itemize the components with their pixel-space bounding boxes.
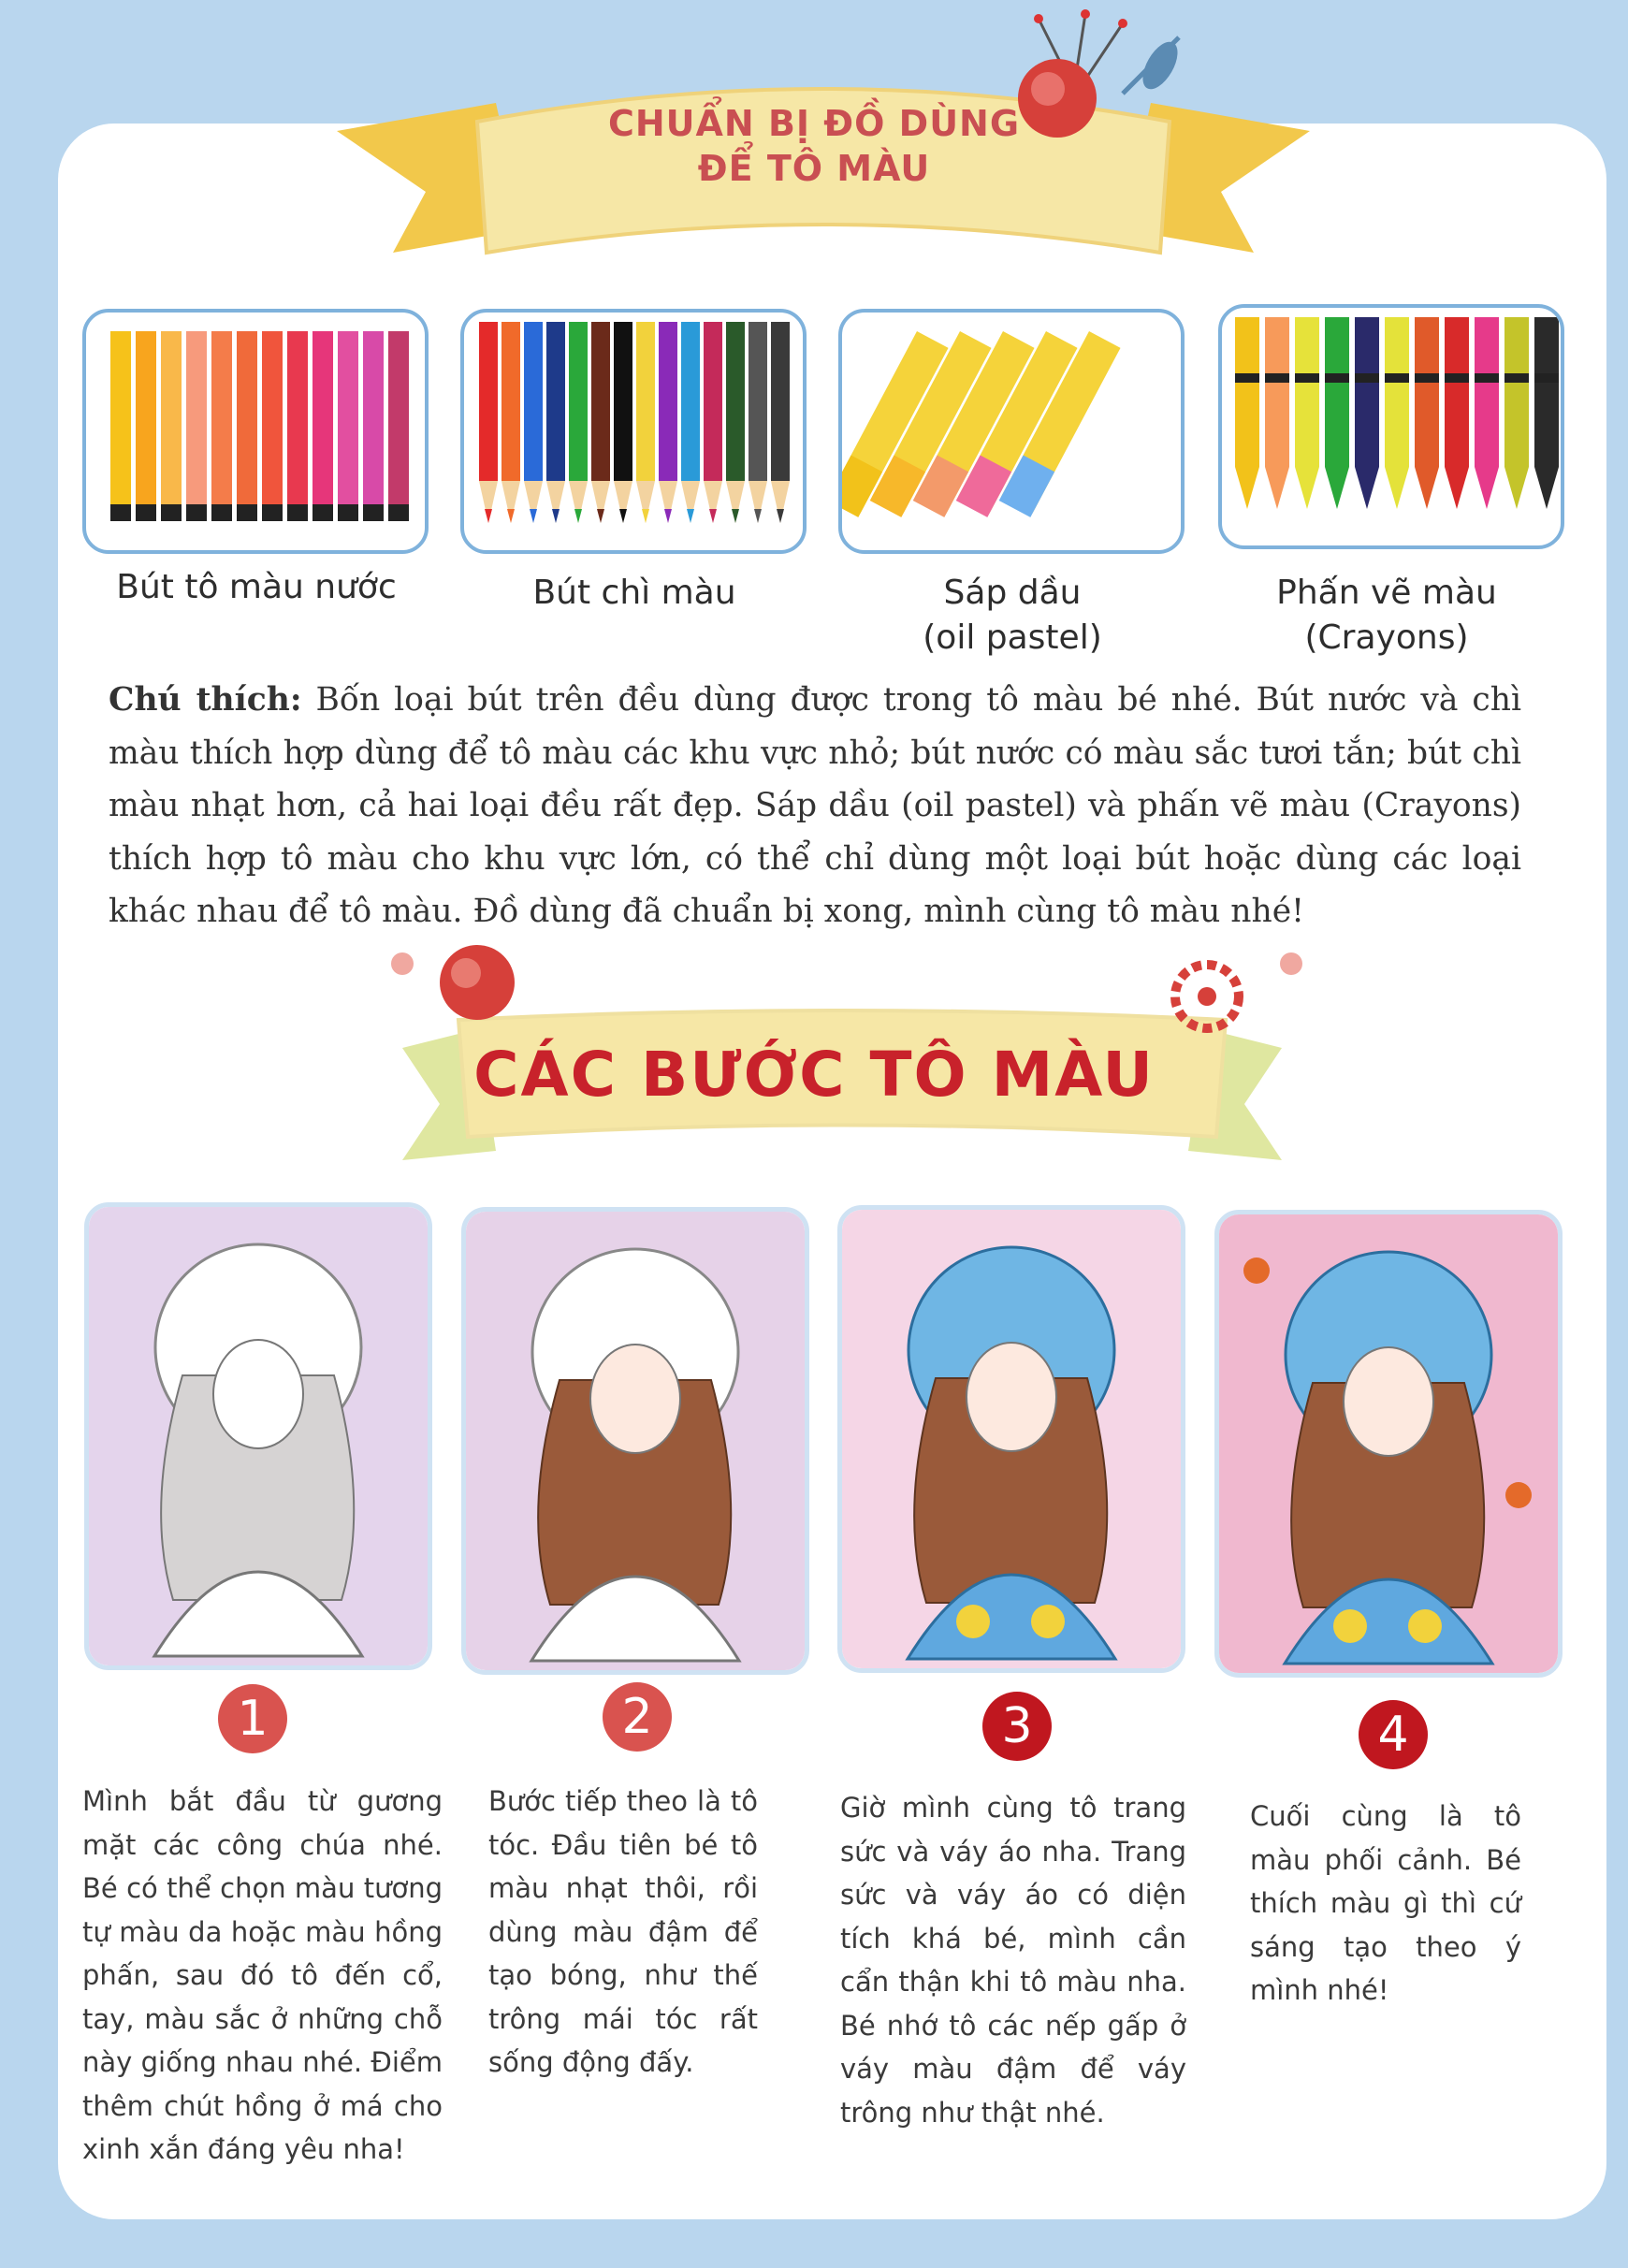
crayon-icon (1265, 317, 1289, 467)
step4-image (1214, 1210, 1563, 1678)
note-prefix: Chú thích: (109, 681, 302, 719)
pencil-icon (771, 322, 790, 481)
colored-pencil-image (460, 309, 807, 554)
note-text: Bốn loại bút trên đều dùng được trong tô màu bé nhé. Bút nước và chì màu thích hợp dùng để tô màu các khu vực nhỏ; bút nước có màu sắc tươi tắn; bút chì màu nhạt hơn, cả hai loại đều rất đẹp. Sáp dầu (oil pastel) và phấn vẽ màu (Crayons) thích hợp tô màu cho khu vực lớn, có thể chỉ dùng một loại bút hoặc dùng các loại khác nhau để tô màu. Đồ dùng đã chuẩn bị xong, mình cùng tô màu nhé! (109, 681, 1521, 930)
step3-text: Giờ mình cùng tô trang sức và váy áo nha. Trang sức và váy áo có diện tích khá bé, mình cần cẩn thận khi tô màu nha. Bé nhớ tô các nếp gấp ở váy màu đậm để váy trông như thật nhé. (840, 1792, 1186, 2129)
pencil-icon (501, 322, 520, 481)
pencil-icon (681, 322, 700, 481)
tool-label-crayon: Phấn vẽ màu (1276, 574, 1497, 612)
tool-label-crayon-sub: (Crayons) (1304, 618, 1469, 657)
step3-image (837, 1205, 1185, 1673)
marker-icon (338, 331, 358, 509)
tool-label-marker: Bút tô màu nước (116, 568, 397, 606)
crayon-image (1218, 304, 1564, 549)
pencil-icon (704, 322, 722, 481)
watercolor-marker-image (82, 309, 429, 554)
step1-image (84, 1202, 432, 1670)
step2-text: Bước tiếp theo là tô tóc. Đầu tiên bé tô màu nhạt thôi, rồi dùng màu đậm để tạo bóng, như thế trông mái tóc rất sống động đấy. (488, 1785, 758, 2078)
step4-number-badge: 4 (1359, 1700, 1428, 1769)
pencil-icon (726, 322, 745, 481)
marker-icon (313, 331, 333, 509)
pencil-icon (749, 322, 767, 481)
pencil-icon (569, 322, 588, 481)
marker-icon (161, 331, 182, 509)
tool-label-pastel: Sáp dầu (943, 574, 1082, 612)
tool-label-pencil: Bút chì màu (532, 574, 736, 612)
step2-number-badge: 2 (603, 1682, 672, 1752)
crayon-icon (1504, 317, 1529, 467)
marker-icon (262, 331, 283, 509)
prepare-title-line2: ĐỂ TÔ MÀU (697, 148, 931, 189)
step1-text: Mình bắt đầu từ gương mặt các công chúa nhé. Bé có thể chọn màu tương tự màu da hoặc màu hồng phấn, sau đó tô đến cổ, tay, màu sắc ở những chỗ này giống nhau nhé. Điểm thêm chút hồng ở má cho xinh xắn đáng yêu nha! (82, 1785, 443, 2165)
step1-number-badge: 1 (218, 1684, 287, 1753)
marker-icon (186, 331, 207, 509)
steps-title: CÁC BƯỚC TÔ MÀU (473, 1039, 1155, 1111)
pencil-icon (479, 322, 498, 481)
crayon-icon (1325, 317, 1349, 467)
step2-image (461, 1207, 809, 1675)
pencil-icon (524, 322, 543, 481)
marker-icon (211, 331, 232, 509)
pencil-icon (591, 322, 610, 481)
step4-text: Cuối cùng là tô màu phối cảnh. Bé thích màu gì thì cứ sáng tạo theo ý mình nhé! (1250, 1800, 1521, 2006)
crayon-icon (1235, 317, 1259, 467)
oil-pastel-image (838, 309, 1185, 554)
prepare-title-line1: CHUẨN BỊ ĐỒ DÙNG (607, 103, 1021, 144)
marker-icon (363, 331, 384, 509)
pencil-icon (546, 322, 565, 481)
pencil-icon (636, 322, 655, 481)
crayon-icon (1534, 317, 1559, 467)
tool-label-pastel-sub: (oil pastel) (923, 618, 1102, 657)
crayon-icon (1475, 317, 1499, 467)
step3-number-badge: 3 (982, 1692, 1052, 1761)
marker-icon (237, 331, 257, 509)
crayon-icon (1355, 317, 1379, 467)
marker-icon (110, 331, 131, 509)
marker-icon (388, 331, 409, 509)
marker-icon (136, 331, 156, 509)
crayon-icon (1295, 317, 1319, 467)
marker-icon (287, 331, 308, 509)
crayon-icon (1445, 317, 1469, 467)
note-paragraph (109, 674, 1521, 938)
pencil-icon (614, 322, 632, 481)
crayon-icon (1385, 317, 1409, 467)
pencil-icon (659, 322, 677, 481)
crayon-icon (1415, 317, 1439, 467)
